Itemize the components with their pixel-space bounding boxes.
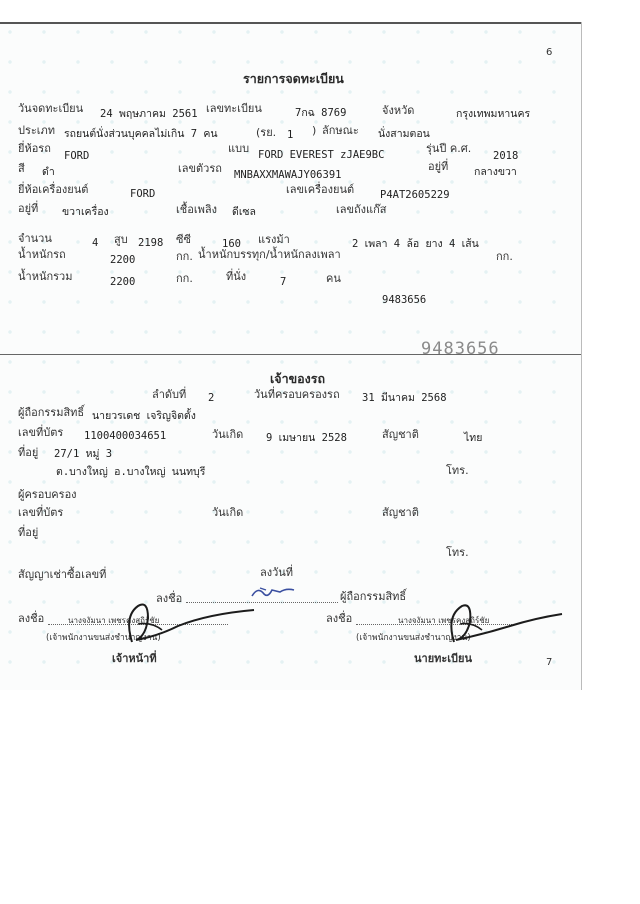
category-label: (รย.: [256, 126, 277, 139]
axles-wheels: 2 เพลา 4 ล้อ ยาง 4 เส้น: [352, 238, 479, 250]
cc-label: ซีซี: [176, 233, 191, 246]
officer-sign-label: ลงชื่อ: [18, 612, 45, 625]
hp-label: แรงม้า: [258, 233, 290, 246]
style-label: ลักษณะ: [322, 124, 359, 137]
reg-no-label: เลขทะเบียน: [206, 102, 262, 115]
vehicle-style: นั่งสามตอน: [378, 128, 430, 140]
count: 4: [92, 237, 99, 249]
page-number-top: 6: [546, 47, 553, 58]
province: กรุงเทพมหานคร: [456, 108, 531, 120]
dob-label: วันเกิด: [212, 428, 244, 441]
engine-no-label: เลขเครื่องยนต์: [286, 183, 355, 196]
year: 2018: [493, 150, 519, 162]
weight-unit: กก.: [176, 250, 193, 263]
lease-label: สัญญาเช่าซื้อเลขที่: [18, 568, 107, 581]
page-right-edge: [581, 22, 582, 690]
possessor-id-label: เลขที่บัตร: [18, 506, 64, 519]
registrar-role: นายทะเบียน: [414, 652, 473, 665]
officer-sign-title: (เจ้าพนักงานขนส่งชำนาญงาน): [46, 633, 161, 643]
year-label: รุ่นปี ค.ศ.: [426, 142, 472, 155]
model: FORD EVEREST zJAE9BC: [258, 149, 385, 161]
possessor-nat-label: สัญชาติ: [382, 506, 419, 519]
chassis-loc-label: อยู่ที่: [428, 160, 449, 173]
cylinders: 2198: [138, 237, 164, 249]
own-date-label: วันที่ครอบครองรถ: [254, 388, 340, 401]
reg-no: 7กฉ 8769: [295, 107, 347, 119]
holder-name: นายวรเดช เจริญจิตตั้ง: [92, 410, 196, 422]
owner-title: เจ้าของรถ: [270, 371, 326, 386]
fuel-label: เชื้อเพลิง: [176, 203, 217, 216]
engine-number: P4AT2605229: [380, 189, 450, 201]
color-label: สี: [18, 162, 25, 175]
registrar-sign-name: นางจงัมนา เพชรคงสถิร์ชัย: [398, 616, 490, 625]
model-label: แบบ: [228, 142, 250, 155]
seats-unit: คน: [326, 272, 341, 285]
gas-label: เลขถังแก๊ส: [336, 203, 387, 216]
registrar-signature: [440, 598, 566, 648]
address-line-1: 27/1 หมู่ 3: [54, 448, 113, 460]
brand: FORD: [64, 150, 90, 162]
possessor-dob-label: วันเกิด: [212, 506, 244, 519]
holder-sign-role: ผู้ถือกรรมสิทธิ์: [340, 590, 407, 603]
holder-sign-label: ลงชื่อ: [156, 592, 183, 605]
officer-signature: [118, 596, 258, 648]
chassis-label: เลขตัวรถ: [178, 162, 222, 175]
gross-unit: กก.: [176, 272, 193, 285]
registrar-sign-title: (เจ้าพนักงานขนส่งชำนาญงาน): [356, 633, 471, 643]
cc: 160: [222, 238, 241, 250]
id-label: เลขที่บัตร: [18, 426, 64, 439]
registrar-sign-label: ลงชื่อ: [326, 612, 353, 625]
officer-sign-name: นางจงัมนา เพชรคงสถิร์ชัย: [68, 616, 160, 625]
holder-label: ผู้ถือกรรมสิทธิ์: [18, 406, 85, 419]
load-unit: กก.: [496, 250, 513, 263]
seats-label: ที่นั่ง: [226, 270, 247, 283]
possessor-label: ผู้ครอบครอง: [18, 488, 77, 501]
id-number: 1100400034651: [84, 430, 167, 442]
possessor-address-label: ที่อยู่: [18, 526, 39, 539]
chassis-number: MNBAXXMAWAJY06391: [234, 169, 342, 181]
count-label: จำนวน: [18, 232, 52, 245]
nationality: ไทย: [464, 432, 483, 444]
chassis-location: กลางขวา: [474, 166, 517, 178]
reg-date-label: วันจดทะเบียน: [18, 102, 84, 115]
engine-brand: FORD: [130, 188, 156, 200]
registration-title: รายการจดทะเบียน: [243, 71, 344, 86]
category: 1: [287, 129, 294, 141]
page-number-bottom: 7: [546, 657, 553, 668]
brand-label: ยี่ห้อรถ: [18, 142, 51, 155]
nationality-label: สัญชาติ: [382, 428, 419, 441]
date-of-birth: 9 เมษายน 2528: [266, 432, 347, 444]
load-label: น้ำหนักบรรทุก/น้ำหนักลงเพลา: [198, 248, 341, 261]
engine-location: ขวาเครื่อง: [62, 206, 109, 218]
category-close: ): [312, 124, 317, 137]
engine-brand-label: ยี่ห้อเครื่องยนต์: [18, 183, 89, 196]
tel-label: โทร.: [446, 464, 469, 477]
address-label: ที่อยู่: [18, 446, 39, 459]
gross-weight: 2200: [110, 276, 136, 288]
fuel: ดีเซล: [232, 206, 256, 218]
reg-date: 24 พฤษภาคม 2561: [100, 108, 198, 120]
seats: 7: [280, 276, 287, 288]
own-date: 31 มีนาคม 2568: [362, 392, 447, 404]
lease-date-label: ลงวันที่: [260, 566, 294, 579]
serial-stamp: 9483656: [421, 339, 500, 359]
serial-number: 9483656: [382, 294, 427, 306]
gross-label: น้ำหนักรวม: [18, 270, 73, 283]
vehicle-type: รถยนต์นั่งส่วนบุคคลไม่เกิน 7 คน: [64, 128, 218, 140]
sequence: 2: [208, 392, 215, 404]
weight-label: น้ำหนักรถ: [18, 248, 66, 261]
possessor-tel-label: โทร.: [446, 546, 469, 559]
page-top-edge: [0, 22, 582, 24]
officer-role: เจ้าหน้าที่: [112, 652, 157, 665]
seq-label: ลำดับที่: [152, 388, 187, 401]
engine-loc-label: อยู่ที่: [18, 202, 39, 215]
weight: 2200: [110, 254, 136, 266]
cylinder-label: สูบ: [114, 233, 128, 246]
color: ดำ: [42, 166, 55, 178]
address-line-2: ต.บางใหญ่ อ.บางใหญ่ นนทบุรี: [56, 466, 206, 478]
type-label: ประเภท: [18, 124, 56, 137]
province-label: จังหวัด: [382, 104, 415, 117]
